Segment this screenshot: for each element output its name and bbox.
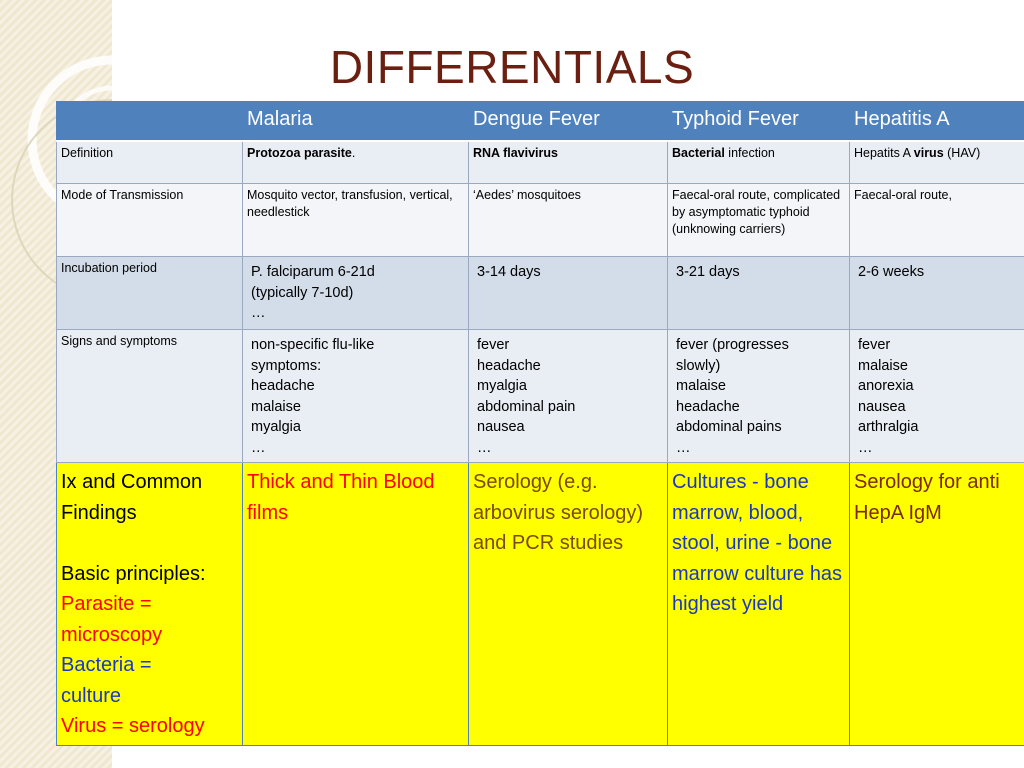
slide-title: DIFFERENTIALS [329,41,695,93]
differentials-table [56,101,1024,746]
table-row-investigations [57,463,1024,746]
cell-dengue: Serology (e.g. arbovirus serology) and PCR studies [469,463,668,746]
header-empty [57,102,243,142]
header-hepatitis-a: Hepatitis A [850,102,1024,142]
row-label: Mode of Transmission [57,184,243,257]
cell-hepatitis-a: Hepatits A virus (HAV) [850,141,1024,184]
cell-dengue: ‘Aedes’ mosquitoes [469,184,668,257]
table-row-transmission [57,184,1024,257]
cell-typhoid: Cultures - bone marrow, blood, stool, urine - bone marrow culture has highest yield [668,463,850,746]
header-typhoid: Typhoid Fever [668,102,850,142]
table-row-symptoms [57,330,1024,463]
cell-typhoid: Faecal-oral route, complicated by asymptomatic typhoid (unknowing carriers) [668,184,850,257]
cell-typhoid: Bacterial infection [668,141,850,184]
cell-hepatitis-a: 2-6 weeks [850,257,1024,330]
cell-dengue: RNA flavivirus [469,141,668,184]
cell-dengue: 3-14 days [469,257,668,330]
row-label: Incubation period [57,257,243,330]
table-row-definition [57,141,1024,184]
cell-malaria: Protozoa parasite. [243,141,469,184]
row-label: Definition [57,141,243,184]
cell-typhoid: 3-21 days [668,257,850,330]
header-malaria: Malaria [243,102,469,142]
header-row [57,102,1024,142]
header-dengue: Dengue Fever [469,102,668,142]
cell-hepatitis-a: Faecal-oral route, [850,184,1024,257]
cell-hepatitis-a: fever malaise anorexia nausea arthralgia … [850,330,1024,463]
cell-hepatitis-a: Serology for anti HepA IgM [850,463,1024,746]
cell-malaria: P. falciparum 6-21d (typically 7-10d) … [243,257,469,330]
row-label: Signs and symptoms [57,330,243,463]
principles-heading: Basic principles: [61,562,206,585]
cell-dengue: fever headache myalgia abdominal pain nausea … [469,330,668,463]
cell-malaria: non-specific flu-like symptoms: headache malaise myalgia … [243,330,469,463]
row-label: Ix and Common Findings Basic principles: Parasite = microscopy Bacteria = culture Virus = serology [57,463,243,746]
cell-typhoid: fever (progresses slowly) malaise headache abdominal pains … [668,330,850,463]
cell-malaria: Thick and Thin Blood films [243,463,469,746]
cell-malaria: Mosquito vector, transfusion, vertical, needlestick [243,184,469,257]
table-row-incubation [57,257,1024,330]
